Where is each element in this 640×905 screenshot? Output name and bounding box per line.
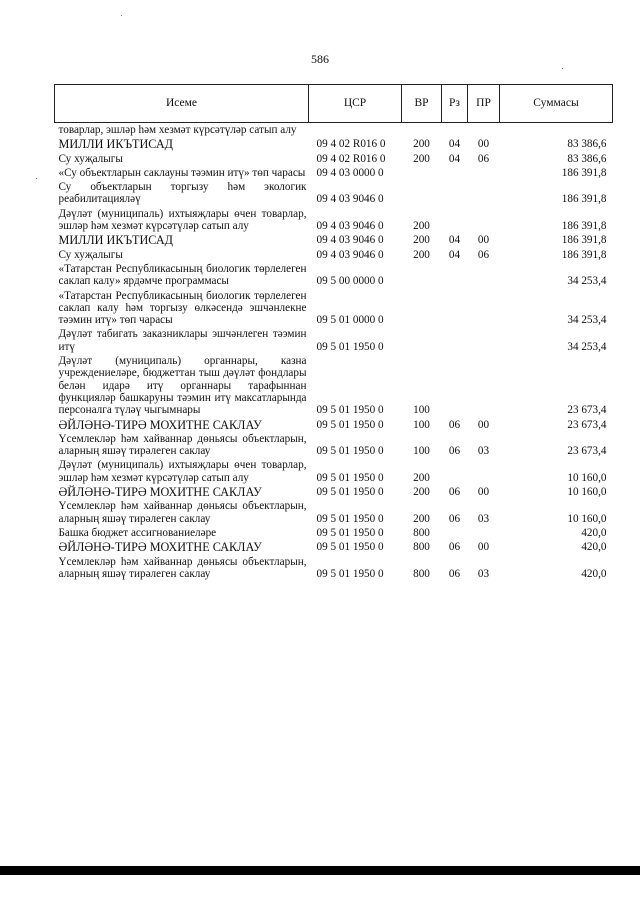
cell-csr: 09 5 01 0000 0 xyxy=(316,314,384,327)
scan-speck xyxy=(562,68,563,69)
table-row xyxy=(55,152,613,166)
cell-csr: 09 4 03 9046 0 xyxy=(316,234,384,247)
cell-csr: 09 5 01 1950 0 xyxy=(316,541,384,554)
table-row xyxy=(55,526,613,540)
table-row xyxy=(55,555,613,582)
cell-csr xyxy=(309,123,402,138)
cell-vr xyxy=(402,123,442,138)
header-pr: ПР xyxy=(468,85,500,123)
cell-sum: 420,0 xyxy=(581,567,607,580)
cell-rz xyxy=(442,180,468,207)
cell-pr: 00 xyxy=(477,418,490,431)
header-name: Исеме xyxy=(55,85,309,123)
cell-name: Үсемлекләр һәм хайваннар дөньясы объектларын, аларның яшәү тирәлеген саклау xyxy=(58,432,307,458)
cell-pr: 00 xyxy=(477,486,490,499)
scan-border xyxy=(0,866,640,875)
header-sum: Суммасы xyxy=(500,85,613,123)
cell-vr: 200 xyxy=(413,486,430,499)
cell-rz: 06 xyxy=(448,418,461,431)
table-row xyxy=(55,248,613,262)
cell-csr: 09 5 00 0000 0 xyxy=(316,275,384,288)
cell-vr: 800 xyxy=(413,567,430,580)
cell-csr: 09 4 03 9046 0 xyxy=(316,248,384,261)
cell-name: Дәүләт табигать заказниклары эшчәнлеген тәэмин итү xyxy=(58,328,307,353)
page-number: 586 xyxy=(311,52,329,66)
header-rz: Рз xyxy=(442,85,468,123)
cell-sum: 186 391,8 xyxy=(561,220,607,233)
cell-rz: 04 xyxy=(448,234,461,247)
cell-rz xyxy=(442,354,468,417)
header-vr: ВР xyxy=(402,85,442,123)
cell-name: Дәүләт (муниципаль) ихтыяҗлары өчен товарлар, эшләр һәм хезмәт күрсәтүләр сатып алу xyxy=(58,207,307,233)
cell-rz xyxy=(442,262,468,289)
cell-sum: 10 160,0 xyxy=(567,471,607,484)
cell-name: Су хуҗалыгы xyxy=(58,248,123,261)
cell-rz: 06 xyxy=(448,512,461,525)
cell-pr xyxy=(468,327,500,354)
cell-name: Үсемлекләр һәм хайваннар дөньясы объектларын, аларның яшәү тирәлеген саклау xyxy=(58,555,307,580)
cell-rz: 06 xyxy=(448,445,461,458)
cell-pr: 00 xyxy=(477,541,490,554)
cell-sum: 186 391,8 xyxy=(561,248,607,261)
cell-pr: 00 xyxy=(477,138,490,151)
cell-name: МИЛЛИ ИКЪТИСАД xyxy=(58,137,173,152)
table-row xyxy=(55,289,613,328)
cell-vr xyxy=(402,262,442,289)
cell-sum: 23 673,4 xyxy=(567,418,607,431)
table-row xyxy=(55,354,613,417)
cell-sum: 10 160,0 xyxy=(567,486,607,499)
table-row xyxy=(55,137,613,151)
scan-speck xyxy=(121,15,122,16)
cell-sum: 186 391,8 xyxy=(561,166,607,179)
cell-vr xyxy=(402,327,442,354)
cell-sum: 34 253,4 xyxy=(567,275,607,288)
cell-name: ӘЙЛӘНӘ-ТИРӘ МОХИТНЕ САКЛАУ xyxy=(58,485,262,500)
cell-rz xyxy=(442,327,468,354)
cell-pr xyxy=(468,526,500,540)
cell-rz xyxy=(442,207,468,234)
cell-sum xyxy=(500,123,613,138)
cell-vr: 200 xyxy=(413,152,430,165)
cell-csr: 09 5 01 1950 0 xyxy=(316,526,384,539)
table-row xyxy=(55,207,613,234)
cell-name: Дәүләт (муниципаль) органнары, казна учреждениеләре, бюджеттан тыш дәүләт фондлары белән идарә итү органнары тарафыннан функцияләр башкаруны тәэмин итү максатларында персоналга түләү чыгымнары xyxy=(58,355,307,417)
cell-pr: 00 xyxy=(477,234,490,247)
cell-csr: 09 5 01 1950 0 xyxy=(316,567,384,580)
cell-name: «Татарстан Республикасының биологик төрлелеген саклап калу» ярдәмче программасы xyxy=(58,262,307,288)
header-csr: ЦСР xyxy=(309,85,402,123)
cell-pr xyxy=(468,262,500,289)
cell-name: ӘЙЛӘНӘ-ТИРӘ МОХИТНЕ САКЛАУ xyxy=(58,540,262,555)
cell-rz: 04 xyxy=(448,152,461,165)
cell-csr: 09 5 01 1950 0 xyxy=(316,486,384,499)
table-row xyxy=(55,327,613,354)
cell-csr: 09 5 01 1950 0 xyxy=(316,471,384,484)
cell-rz: 04 xyxy=(448,248,461,261)
cell-vr: 200 xyxy=(413,220,430,233)
table-row xyxy=(55,432,613,459)
cell-name: Су хуҗалыгы xyxy=(58,152,123,165)
cell-rz xyxy=(442,289,468,328)
cell-sum: 186 391,8 xyxy=(561,234,607,247)
cell-rz xyxy=(442,526,468,540)
cell-pr xyxy=(468,354,500,417)
table-row xyxy=(55,418,613,432)
cell-name: «Су объектларын саклауны тәэмин итү» төп чарасы xyxy=(58,166,306,179)
table-row xyxy=(55,166,613,180)
cell-name: товарлар, эшләр һәм хезмәт күрсәтүләр сатып алу xyxy=(58,124,297,136)
cell-vr xyxy=(402,289,442,328)
table-row xyxy=(55,262,613,289)
cell-csr: 09 5 01 1950 0 xyxy=(316,445,384,458)
cell-pr xyxy=(468,123,500,138)
table-header xyxy=(55,85,613,123)
cell-sum: 83 386,6 xyxy=(567,152,607,165)
cell-vr: 100 xyxy=(413,404,430,417)
cell-name: Су объектларын торгызу һәм экологик реабилитацияләү xyxy=(58,181,307,206)
cell-sum: 83 386,6 xyxy=(567,138,607,151)
table-row xyxy=(55,499,613,526)
cell-csr: 09 4 03 0000 0 xyxy=(316,166,384,179)
cell-csr: 09 4 03 9046 0 xyxy=(316,220,384,233)
cell-rz xyxy=(442,166,468,180)
cell-sum: 34 253,4 xyxy=(567,340,607,353)
table-row xyxy=(55,458,613,485)
cell-csr: 09 4 03 9046 0 xyxy=(316,193,384,206)
cell-name: МИЛЛИ ИКЪТИСАД xyxy=(58,233,173,248)
cell-rz xyxy=(442,458,468,485)
cell-name: Дәүләт (муниципаль) ихтыяҗлары өчен товарлар, эшләр һәм хезмәт күрсәтүләр сатып алу xyxy=(58,459,307,484)
cell-vr: 800 xyxy=(413,541,430,554)
cell-csr: 09 4 02 R016 0 xyxy=(316,152,386,165)
cell-pr: 06 xyxy=(477,152,490,165)
table-body xyxy=(55,123,613,582)
cell-pr xyxy=(468,166,500,180)
budget-table xyxy=(54,84,613,581)
table-row xyxy=(55,540,613,554)
cell-csr: 09 5 01 1950 0 xyxy=(316,512,384,525)
table-row xyxy=(55,180,613,207)
cell-csr: 09 5 01 1950 0 xyxy=(316,418,384,431)
cell-vr: 100 xyxy=(413,418,430,431)
cell-vr: 100 xyxy=(413,445,430,458)
cell-vr xyxy=(402,166,442,180)
cell-sum: 23 673,4 xyxy=(567,404,607,417)
cell-vr: 200 xyxy=(413,248,430,261)
cell-pr: 06 xyxy=(477,248,490,261)
cell-pr: 03 xyxy=(477,445,490,458)
cell-vr: 200 xyxy=(413,471,430,484)
cell-sum: 186 391,8 xyxy=(561,193,607,206)
table-row xyxy=(55,233,613,247)
cell-rz: 04 xyxy=(448,138,461,151)
cell-sum: 420,0 xyxy=(581,541,607,554)
cell-csr: 09 4 02 R016 0 xyxy=(316,138,386,151)
cell-sum: 420,0 xyxy=(581,526,607,539)
cell-rz xyxy=(442,123,468,138)
cell-name: Башка бюджет ассигнованиеләре xyxy=(58,526,217,539)
cell-pr xyxy=(468,458,500,485)
cell-rz: 06 xyxy=(448,567,461,580)
cell-name: «Татарстан Республикасының биологик төрлелеген саклап калу һәм торгызу өлкәсендә эшчәнлекне тәэмин итү» төп чарасы xyxy=(58,289,307,327)
cell-pr: 03 xyxy=(477,567,490,580)
cell-name: ӘЙЛӘНӘ-ТИРӘ МОХИТНЕ САКЛАУ xyxy=(58,417,262,432)
cell-vr: 200 xyxy=(413,234,430,247)
cell-csr: 09 5 01 1950 0 xyxy=(316,404,384,417)
cell-pr xyxy=(468,289,500,328)
table-row xyxy=(55,485,613,499)
cell-sum: 23 673,4 xyxy=(567,445,607,458)
cell-pr xyxy=(468,207,500,234)
scan-speck xyxy=(36,178,37,179)
cell-sum: 34 253,4 xyxy=(567,314,607,327)
cell-rz: 06 xyxy=(448,541,461,554)
cell-pr: 03 xyxy=(477,512,490,525)
cell-rz: 06 xyxy=(448,486,461,499)
cell-vr: 200 xyxy=(413,138,430,151)
cell-csr: 09 5 01 1950 0 xyxy=(316,340,384,353)
cell-pr xyxy=(468,180,500,207)
cell-vr: 200 xyxy=(413,512,430,525)
cell-sum: 10 160,0 xyxy=(567,512,607,525)
cell-vr: 800 xyxy=(413,526,430,539)
cell-name: Үсемлекләр һәм хайваннар дөньясы объектларын, аларның яшәү тирәлеген саклау xyxy=(58,500,307,525)
table-row xyxy=(55,123,613,138)
cell-vr xyxy=(402,180,442,207)
